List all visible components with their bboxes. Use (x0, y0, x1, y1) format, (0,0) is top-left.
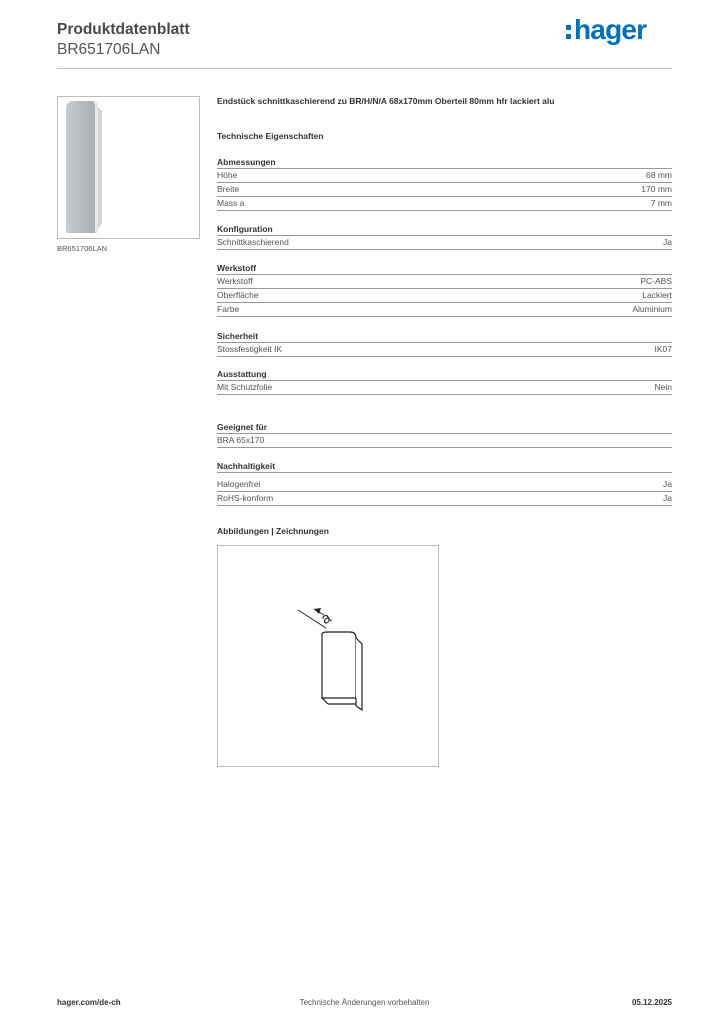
hager-logo (566, 14, 646, 46)
footer-date: 05.12.2025 (631, 998, 672, 1007)
spec-value: 68 mm (646, 170, 672, 180)
spec-label: Höhe (217, 170, 238, 180)
spec-label: Stossfestigkeit IK (217, 344, 283, 354)
spec-label: RoHS-konform (217, 493, 274, 503)
logo-text: hager (574, 14, 647, 45)
section-title-sicherheit: Sicherheit (217, 331, 672, 343)
image-caption: BR651706LAN (57, 244, 108, 253)
product-name-block (217, 96, 672, 106)
spec-value: Lackiert (642, 290, 672, 300)
document-header (57, 20, 190, 59)
spec-row (217, 303, 672, 317)
spec-label: Farbe (217, 304, 240, 314)
product-photo-icon (58, 97, 199, 238)
spec-value: PC-ABS (640, 276, 672, 286)
section-title-ausstattung: Ausstattung (217, 369, 672, 381)
spec-label: Oberfläche (217, 290, 259, 300)
spec-label: Schnittkaschierend (217, 237, 289, 247)
spec-value: IK07 (654, 344, 672, 354)
spec-row (217, 183, 672, 197)
article-number: BR651706LAN (57, 41, 161, 58)
spec-row (217, 236, 672, 250)
spec-value: 7 mm (650, 198, 672, 208)
section-title-konfiguration: Konfiguration (217, 224, 672, 236)
spec-row (217, 478, 672, 492)
tech-properties-heading: Technische Eigenschaften (217, 131, 324, 141)
document-title: Produktdatenblatt (57, 21, 190, 38)
product-name: Endstück schnittkaschierend zu BR/H/N/A 68x170mm Oberteil 80mm hfr lackiert alu (217, 96, 555, 106)
spec-row (217, 343, 672, 357)
spec-label: BRA 65x170 (217, 435, 265, 445)
product-image (57, 96, 200, 239)
header-divider (57, 68, 672, 69)
spec-row (217, 169, 672, 183)
section-title-nachhaltigkeit: Nachhaltigkeit (217, 461, 672, 473)
end-cap-drawing-icon (218, 546, 438, 766)
spec-row (217, 197, 672, 211)
technical-drawing (217, 545, 439, 767)
spec-row (217, 434, 672, 448)
spec-value: Ja (663, 479, 672, 489)
dimension-label: a (318, 609, 335, 628)
spec-label: Breite (217, 184, 240, 194)
spec-label: Mit Schutzfolie (217, 382, 273, 392)
section-title-geeignet-fuer: Geeignet für (217, 422, 672, 434)
spec-row (217, 381, 672, 395)
spec-label: Halogenfrei (217, 479, 261, 489)
spec-label: Mass a (217, 198, 245, 208)
spec-value: Ja (663, 237, 672, 247)
drawings-heading: Abbildungen | Zeichnungen (217, 526, 329, 536)
spec-row (217, 492, 672, 506)
logo-dots-icon (566, 21, 572, 41)
section-title-werkstoff: Werkstoff (217, 263, 672, 275)
spec-value: Aluminium (632, 304, 672, 314)
footer-notice: Technische Änderungen vorbehalten (299, 998, 430, 1007)
spec-row (217, 275, 672, 289)
spec-row (217, 289, 672, 303)
spec-value: Ja (663, 493, 672, 503)
spec-label: Werkstoff (217, 276, 253, 286)
section-title-abmessungen: Abmessungen (217, 157, 672, 169)
spec-value: 170 mm (641, 184, 672, 194)
spec-value: Nein (654, 382, 672, 392)
footer-website-link[interactable]: hager.com/de-ch (57, 998, 121, 1007)
